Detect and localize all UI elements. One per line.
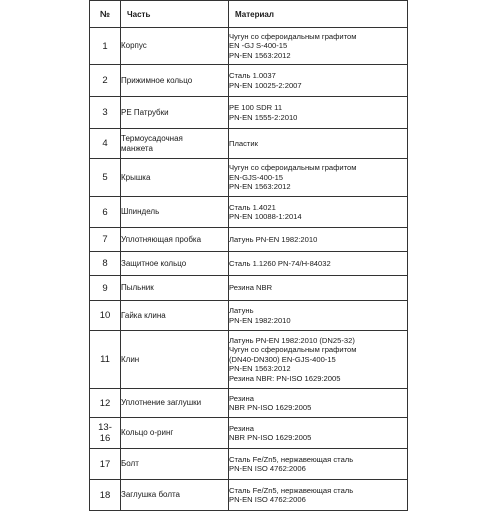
material-line: Сталь Fe/Zn5, нержавеющая сталь xyxy=(229,454,354,464)
table-row xyxy=(90,129,408,159)
material-line: Резина xyxy=(229,423,254,433)
row-number xyxy=(90,418,121,449)
material-line: PN-EN 1563:2012 xyxy=(229,364,291,374)
part-name-line: Прижимное кольцо xyxy=(121,75,193,85)
table-row xyxy=(90,28,408,65)
table-row xyxy=(90,65,408,97)
material-spec xyxy=(229,228,408,252)
row-number-text: 3 xyxy=(102,107,108,118)
header-part: Часть xyxy=(121,1,229,28)
row-number xyxy=(90,97,121,129)
row-number-text: 12 xyxy=(99,397,111,409)
part-name-line: PE Патрубки xyxy=(121,107,169,117)
table-row xyxy=(90,301,408,331)
table-row xyxy=(90,97,408,129)
material-line: Латунь PN-EN 1982:2010 xyxy=(229,234,318,244)
material-line: Сталь Fe/Zn5, нержавеющая сталь xyxy=(229,485,354,495)
material-line: NBR PN-ISO 1629:2005 xyxy=(229,403,312,412)
row-number-text: 2 xyxy=(102,75,108,86)
row-number-text: 8 xyxy=(102,258,108,269)
row-number xyxy=(90,252,121,276)
part-name xyxy=(121,97,229,129)
row-number xyxy=(90,228,121,252)
row-number xyxy=(90,480,121,511)
part-name xyxy=(121,252,229,276)
row-number xyxy=(90,449,121,480)
material-line: Чугун со сфероидальным графитом xyxy=(229,163,357,173)
material-line: Резина NBR xyxy=(229,283,273,293)
material-line: Латунь xyxy=(229,306,254,316)
material-line: Сталь 1.0037 xyxy=(229,71,276,81)
table-row xyxy=(90,197,408,228)
part-name-line: Гайка клина xyxy=(121,310,166,320)
material-spec xyxy=(229,197,408,228)
material-line: PN-EN ISO 4762:2006 xyxy=(229,464,306,473)
material-line: Пластик xyxy=(229,138,258,148)
row-number-text: 6 xyxy=(102,206,108,218)
part-name-line: Шпиндель xyxy=(121,207,160,216)
row-number xyxy=(90,331,121,389)
material-spec xyxy=(229,276,408,301)
table-row xyxy=(90,276,408,301)
part-name-line: Кольцо о-ринг xyxy=(121,428,174,437)
part-name-line: Крышка xyxy=(121,172,151,182)
row-number-text: 17 xyxy=(99,458,111,470)
row-number-text: 16 xyxy=(99,433,111,444)
row-number xyxy=(90,159,121,197)
table-row xyxy=(90,389,408,418)
row-number xyxy=(90,197,121,228)
part-name xyxy=(121,418,229,449)
part-name xyxy=(121,331,229,389)
row-number xyxy=(90,276,121,301)
material-spec xyxy=(229,449,408,480)
material-spec xyxy=(229,252,408,276)
part-name-line: манжета xyxy=(121,143,153,153)
material-line: Чугун со сфероидальным графитом xyxy=(229,345,357,355)
material-line: Чугун со сфероидальным графитом xyxy=(229,31,357,41)
material-line: NBR PN-ISO 1629:2005 xyxy=(229,433,312,442)
material-spec xyxy=(229,65,408,97)
part-name-line: Уплотнение заглушки xyxy=(121,398,202,407)
part-name-line: Болт xyxy=(121,459,139,468)
table-row xyxy=(90,159,408,197)
row-number-text: 5 xyxy=(102,172,108,183)
part-name-line: Клин xyxy=(121,354,140,364)
row-number xyxy=(90,65,121,97)
material-spec xyxy=(229,97,408,129)
material-spec xyxy=(229,389,408,418)
table-row xyxy=(90,449,408,480)
material-spec xyxy=(229,418,408,449)
part-name xyxy=(121,159,229,197)
material-line: (DN40-DN300) EN-GJS-400-15 xyxy=(229,354,336,364)
part-name xyxy=(121,228,229,252)
row-number-text: 18 xyxy=(99,489,111,501)
part-name xyxy=(121,276,229,301)
header-material: Материал xyxy=(229,1,408,28)
part-name-line: Уплотняющая пробка xyxy=(121,234,202,244)
material-spec xyxy=(229,129,408,159)
table-row xyxy=(90,228,408,252)
table-header xyxy=(90,1,408,28)
material-line: EN-GJS-400-15 xyxy=(229,172,284,182)
row-number-text: 13- xyxy=(98,422,112,433)
material-spec xyxy=(229,28,408,65)
material-line: Сталь 1.4021 xyxy=(229,202,276,212)
material-line: PN-EN 10088-1:2014 xyxy=(229,212,302,221)
part-name xyxy=(121,129,229,159)
table-row xyxy=(90,331,408,389)
part-name xyxy=(121,480,229,511)
material-line: PN-EN 1563:2012 xyxy=(229,50,291,60)
materials-table xyxy=(89,0,408,511)
part-name xyxy=(121,28,229,65)
row-number-text: 10 xyxy=(99,310,111,321)
material-line: PE 100 SDR 11 xyxy=(229,103,283,113)
row-number-text: 4 xyxy=(102,138,108,149)
row-number-text: 1 xyxy=(102,40,108,52)
material-spec xyxy=(229,301,408,331)
part-name xyxy=(121,389,229,418)
part-name-line: Защитное кольцо xyxy=(121,258,187,268)
part-name xyxy=(121,449,229,480)
material-line: PN-EN 1563:2012 xyxy=(229,182,291,192)
row-number xyxy=(90,301,121,331)
header-num: № xyxy=(90,1,121,28)
part-name-line: Термоусадочная xyxy=(121,133,183,143)
material-line: Резина xyxy=(229,393,254,403)
material-spec xyxy=(229,480,408,511)
part-name xyxy=(121,301,229,331)
material-spec xyxy=(229,159,408,197)
part-name-line: Пыльник xyxy=(121,283,154,292)
row-number xyxy=(90,28,121,65)
material-line: PN-EN 1982:2010 xyxy=(229,315,291,325)
table-row xyxy=(90,252,408,276)
row-number-text: 7 xyxy=(102,234,108,245)
material-line: Сталь 1.1260 PN-74/H-84032 xyxy=(229,258,331,268)
material-line: PN-EN 1555-2:2010 xyxy=(229,112,298,122)
row-number xyxy=(90,389,121,418)
part-name-line: Корпус xyxy=(121,41,147,50)
part-name xyxy=(121,65,229,97)
table-row xyxy=(90,418,408,449)
part-name-line: Заглушка болта xyxy=(121,490,181,499)
material-line: Резина NBR: PN-ISO 1629:2005 xyxy=(229,373,341,383)
material-line: Латунь PN-EN 1982:2010 (DN25-32) xyxy=(229,335,355,345)
material-spec xyxy=(229,331,408,389)
material-line: EN -GJ S-400-15 xyxy=(229,41,288,51)
table-row xyxy=(90,480,408,511)
row-number-text: 11 xyxy=(100,354,110,365)
material-line: PN-EN ISO 4762:2006 xyxy=(229,495,306,504)
row-number xyxy=(90,129,121,159)
part-name xyxy=(121,197,229,228)
material-line: PN-EN 10025-2:2007 xyxy=(229,80,302,90)
table-body xyxy=(90,28,408,511)
row-number-text: 9 xyxy=(102,282,108,294)
